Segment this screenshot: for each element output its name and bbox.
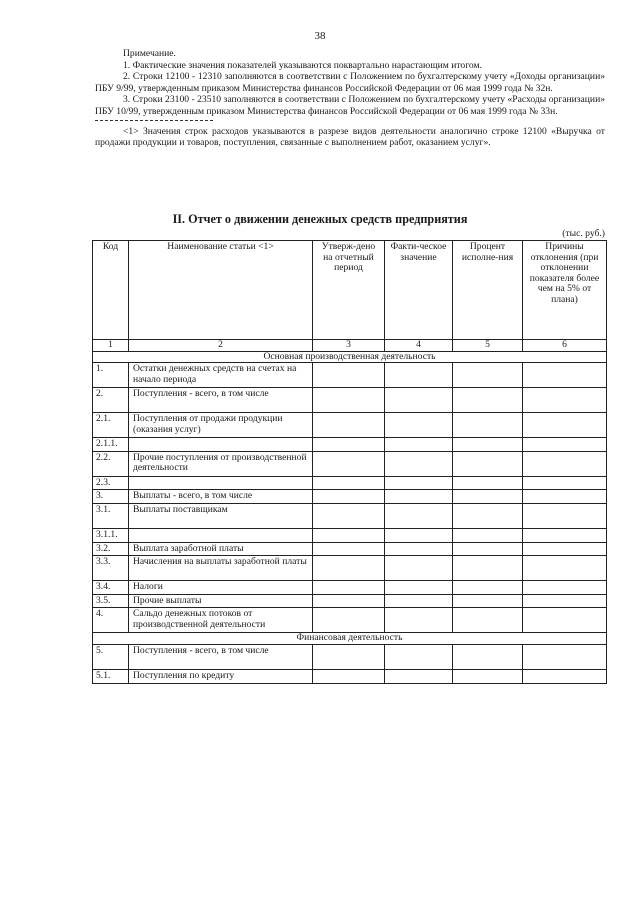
row-name: Выплата заработной платы xyxy=(129,542,313,556)
row-code: 1. xyxy=(93,363,129,388)
cell-planned[interactable] xyxy=(313,451,385,476)
row-code: 3. xyxy=(93,490,129,504)
row-name: Остатки денежных средств на счетах на начало периода xyxy=(129,363,313,388)
table-row xyxy=(93,413,607,438)
cell-planned[interactable] xyxy=(313,608,385,633)
cell-planned[interactable] xyxy=(313,528,385,542)
row-name: Выплаты поставщикам xyxy=(129,503,313,528)
row-name: Поступления - всего, в том числе xyxy=(129,388,313,413)
section-title: II. Отчет о движении денежных средств предприятия xyxy=(172,212,468,226)
cell-actual[interactable] xyxy=(385,503,453,528)
cell-reason[interactable] xyxy=(523,669,607,683)
cell-percent[interactable] xyxy=(453,542,523,556)
cell-reason[interactable] xyxy=(523,476,607,490)
row-code: 4. xyxy=(93,608,129,633)
row-code: 5. xyxy=(93,644,129,669)
cell-percent[interactable] xyxy=(453,669,523,683)
table-row xyxy=(93,644,607,669)
table-row xyxy=(93,669,607,683)
row-code: 2.1. xyxy=(93,413,129,438)
cell-actual[interactable] xyxy=(385,490,453,504)
cell-percent[interactable] xyxy=(453,476,523,490)
cash-flow-table xyxy=(92,240,607,684)
cell-planned[interactable] xyxy=(313,476,385,490)
cell-planned[interactable] xyxy=(313,503,385,528)
cell-reason[interactable] xyxy=(523,608,607,633)
row-name: Сальдо денежных потоков от производственной деятельности xyxy=(129,608,313,633)
row-name: Прочие поступления от производственной деятельности xyxy=(129,451,313,476)
cell-reason[interactable] xyxy=(523,542,607,556)
cell-percent[interactable] xyxy=(453,413,523,438)
cell-actual[interactable] xyxy=(385,438,453,452)
section-label: Основная производственная деятельность xyxy=(93,351,607,363)
cell-percent[interactable] xyxy=(453,556,523,581)
cell-planned[interactable] xyxy=(313,644,385,669)
column-number: 5 xyxy=(453,340,523,352)
cell-percent[interactable] xyxy=(453,644,523,669)
table-row xyxy=(93,608,607,633)
section-row-financial xyxy=(93,633,607,645)
row-name: Поступления от продажи продукции (оказания услуг) xyxy=(129,413,313,438)
cell-planned[interactable] xyxy=(313,438,385,452)
row-code: 3.2. xyxy=(93,542,129,556)
cell-planned[interactable] xyxy=(313,669,385,683)
cell-reason[interactable] xyxy=(523,594,607,608)
row-code: 2.2. xyxy=(93,451,129,476)
column-number: 6 xyxy=(523,340,607,352)
cell-reason[interactable] xyxy=(523,490,607,504)
page-number: 38 xyxy=(314,30,326,42)
column-header: Код xyxy=(93,241,129,340)
column-header: Утверж-дено на отчетный период xyxy=(313,241,385,340)
cell-actual[interactable] xyxy=(385,363,453,388)
cell-reason[interactable] xyxy=(523,363,607,388)
cell-percent[interactable] xyxy=(453,388,523,413)
row-code: 3.5. xyxy=(93,594,129,608)
row-name: Поступления по кредиту xyxy=(129,669,313,683)
row-code: 3.4. xyxy=(93,581,129,595)
row-code: 2.3. xyxy=(93,476,129,490)
column-number: 4 xyxy=(385,340,453,352)
cell-reason[interactable] xyxy=(523,388,607,413)
column-number-row xyxy=(93,340,607,352)
table-row xyxy=(93,363,607,388)
cell-percent[interactable] xyxy=(453,363,523,388)
cell-percent[interactable] xyxy=(453,608,523,633)
row-code: 3.1. xyxy=(93,503,129,528)
table-header-row xyxy=(93,241,607,340)
column-header: Наименование статьи <1> xyxy=(129,241,313,340)
cell-percent[interactable] xyxy=(453,594,523,608)
cell-reason[interactable] xyxy=(523,556,607,581)
cell-planned[interactable] xyxy=(313,581,385,595)
row-name: Выплаты - всего, в том числе xyxy=(129,490,313,504)
table-row xyxy=(93,388,607,413)
column-header: Причины отклонения (при отклонении показателя более чем на 5% от плана) xyxy=(523,241,607,340)
column-number: 2 xyxy=(129,340,313,352)
cell-reason[interactable] xyxy=(523,528,607,542)
notes-block xyxy=(95,48,605,149)
row-name: Налоги xyxy=(129,581,313,595)
row-code: 5.1. xyxy=(93,669,129,683)
cell-reason[interactable] xyxy=(523,644,607,669)
row-code: 2. xyxy=(93,388,129,413)
cell-actual[interactable] xyxy=(385,669,453,683)
cell-reason[interactable] xyxy=(523,413,607,438)
cell-reason[interactable] xyxy=(523,438,607,452)
cell-percent[interactable] xyxy=(453,438,523,452)
cell-percent[interactable] xyxy=(453,528,523,542)
column-number: 3 xyxy=(313,340,385,352)
row-code: 3.1.1. xyxy=(93,528,129,542)
table-row xyxy=(93,594,607,608)
cell-percent[interactable] xyxy=(453,490,523,504)
note-item: 3. Строки 23100 - 23510 заполняются в соответствии с Положением по бухгалтерскому учету «Расходы организации» ПБУ 10/99, утвержденным приказом Министерства финансов Российской Федерации от 06 мая 1999 года № 33н. xyxy=(95,94,605,117)
cell-reason[interactable] xyxy=(523,503,607,528)
table-row xyxy=(93,438,607,452)
cell-planned[interactable] xyxy=(313,556,385,581)
note-item: 1. Фактические значения показателей указываются поквартально нарастающим итогом. xyxy=(123,59,482,71)
cell-actual[interactable] xyxy=(385,556,453,581)
table-row xyxy=(93,503,607,528)
table-row xyxy=(93,556,607,581)
table-row xyxy=(93,542,607,556)
table-row xyxy=(93,490,607,504)
row-code: 2.1.1. xyxy=(93,438,129,452)
cell-percent[interactable] xyxy=(453,451,523,476)
notes-heading: Примечание. xyxy=(123,48,176,59)
table-row xyxy=(93,528,607,542)
cell-actual[interactable] xyxy=(385,542,453,556)
cell-actual[interactable] xyxy=(385,451,453,476)
cell-planned[interactable] xyxy=(313,542,385,556)
section-label: Финансовая деятельность xyxy=(93,633,607,645)
note-item: 2. Строки 12100 - 12310 заполняются в соответствии с Положением по бухгалтерскому учету «Доходы организации» ПБУ 9/99, утвержденным приказом Министерства финансов Российской Федерации от 06 мая 1999 года № 32н. xyxy=(95,71,605,94)
column-header: Факти-ческое значение xyxy=(385,241,453,340)
cell-actual[interactable] xyxy=(385,608,453,633)
column-header: Процент исполне-ния xyxy=(453,241,523,340)
table-row xyxy=(93,476,607,490)
cell-actual[interactable] xyxy=(385,644,453,669)
cell-planned[interactable] xyxy=(313,594,385,608)
row-name xyxy=(129,476,313,490)
cell-reason[interactable] xyxy=(523,451,607,476)
cell-reason[interactable] xyxy=(523,581,607,595)
row-name: Начисления на выплаты заработной платы xyxy=(129,556,313,581)
footnote: <1> Значения строк расходов указываются в разрезе видов деятельности аналогично строке 12100 «Выручка от продажи продукции и товаров, поступления, связанные с выполнением работ, оказанием услуг». xyxy=(95,125,605,149)
row-code: 3.3. xyxy=(93,556,129,581)
cell-percent[interactable] xyxy=(453,581,523,595)
units-label: (тыс. руб.) xyxy=(562,228,605,239)
cell-actual[interactable] xyxy=(385,594,453,608)
row-name xyxy=(129,438,313,452)
footnote-divider xyxy=(95,120,213,121)
table-row xyxy=(93,581,607,595)
section-row-operating xyxy=(93,351,607,363)
cell-planned[interactable] xyxy=(313,363,385,388)
row-name xyxy=(129,528,313,542)
table-row xyxy=(93,451,607,476)
cell-actual[interactable] xyxy=(385,388,453,413)
cell-planned[interactable] xyxy=(313,388,385,413)
cell-planned[interactable] xyxy=(313,413,385,438)
cell-percent[interactable] xyxy=(453,503,523,528)
row-name: Прочие выплаты xyxy=(129,594,313,608)
cell-actual[interactable] xyxy=(385,528,453,542)
cell-actual[interactable] xyxy=(385,581,453,595)
row-name: Поступления - всего, в том числе xyxy=(129,644,313,669)
cell-actual[interactable] xyxy=(385,413,453,438)
column-number: 1 xyxy=(93,340,129,352)
cell-actual[interactable] xyxy=(385,476,453,490)
cell-planned[interactable] xyxy=(313,490,385,504)
